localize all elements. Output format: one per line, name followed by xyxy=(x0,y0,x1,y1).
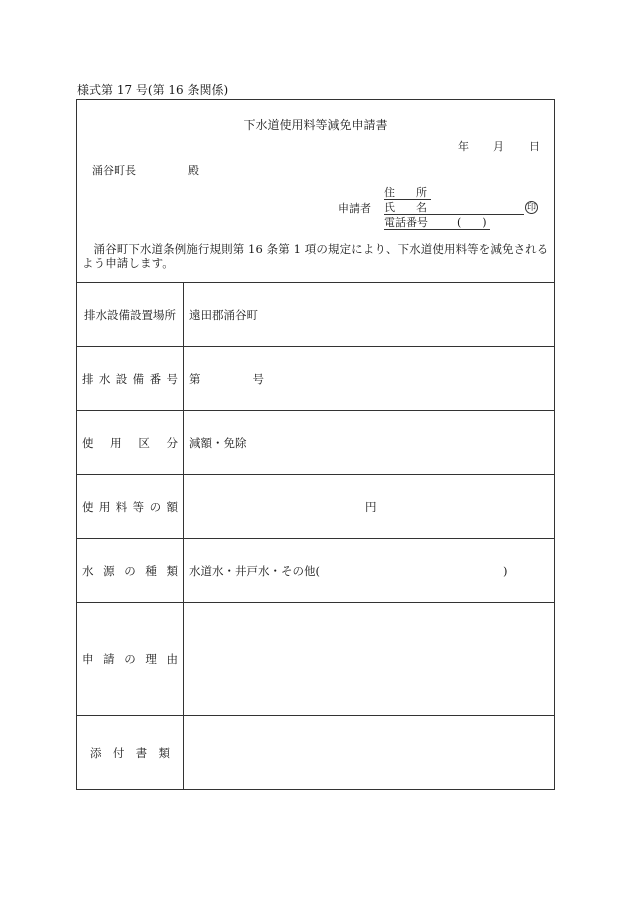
value-prefix: 第 xyxy=(189,371,201,386)
phone-paren-open: ( xyxy=(457,216,462,229)
row-drainage-number xyxy=(77,347,554,411)
field-fee-amount[interactable] xyxy=(189,475,554,538)
label-char: 使 xyxy=(82,499,94,514)
row-application-reason xyxy=(77,603,554,716)
label-char: 額 xyxy=(166,499,178,514)
label-text xyxy=(82,435,178,451)
label-usage-category xyxy=(77,411,184,474)
label-char: 料 xyxy=(115,499,128,514)
value-text: 水道水・井戸水・その他( xyxy=(189,563,320,578)
row-drainage-location xyxy=(77,283,554,347)
row-usage-category xyxy=(77,411,554,475)
label-char: 類 xyxy=(166,563,178,578)
label-char: 排 xyxy=(82,371,94,386)
label-char: 由 xyxy=(166,652,178,666)
label-water-source xyxy=(77,539,184,602)
address-line[interactable] xyxy=(384,186,431,200)
label-char: の xyxy=(124,563,136,578)
label-char: 区 xyxy=(138,435,150,450)
label-text xyxy=(82,371,178,387)
value-close: ) xyxy=(503,563,508,578)
row-attached-documents xyxy=(77,716,554,790)
label-char: 分 xyxy=(166,435,178,450)
label-application-reason xyxy=(77,603,184,715)
row-fee-amount xyxy=(77,475,554,539)
label-char: 備 xyxy=(132,371,145,386)
label-char: 書 xyxy=(135,746,148,760)
form-number: 様式第 17 号(第 16 条関係) xyxy=(77,83,229,97)
label-drainage-location xyxy=(77,283,184,346)
label-char: 源 xyxy=(103,563,115,578)
field-usage-category[interactable] xyxy=(189,411,554,474)
phone-paren-close: ) xyxy=(482,216,487,229)
address-label-2: 所 xyxy=(416,186,427,199)
label-char: 用 xyxy=(110,435,122,450)
label-char: 水 xyxy=(82,563,94,578)
label-char: 類 xyxy=(158,746,170,760)
value-text: 遠田郡涌谷町 xyxy=(189,307,258,322)
addressee-name: 涌谷町長 xyxy=(92,164,136,177)
address-label-1: 住 xyxy=(384,186,395,199)
field-attached-documents[interactable] xyxy=(189,716,554,790)
label-char: 添 xyxy=(90,746,102,760)
label-char: 番 xyxy=(149,371,162,386)
label-text xyxy=(82,499,178,515)
addressee xyxy=(92,164,199,177)
name-label-2: 名 xyxy=(416,201,427,214)
label-char: 付 xyxy=(112,746,125,760)
label-char: 水 xyxy=(98,371,111,386)
form-header xyxy=(77,100,554,283)
label-text xyxy=(90,745,170,761)
label-char: の xyxy=(149,499,162,514)
label-char: 設 xyxy=(115,371,128,386)
name-label-1: 氏 xyxy=(384,201,395,214)
date-year-label: 年 xyxy=(458,140,469,153)
form-title: 下水道使用料等減免申請書 xyxy=(243,118,388,132)
field-drainage-number[interactable] xyxy=(189,347,554,410)
phone-label: 電話番号 xyxy=(384,216,428,229)
phone-line[interactable] xyxy=(384,216,490,230)
label-char: 等 xyxy=(132,499,145,514)
row-water-source xyxy=(77,539,554,603)
label-char: の xyxy=(124,652,136,666)
value-suffix: 号 xyxy=(252,371,264,386)
seal-mark: 印 xyxy=(526,203,536,213)
label-text xyxy=(82,563,178,579)
label-char: 請 xyxy=(103,652,115,666)
label-char: 用 xyxy=(98,499,111,514)
label-char: 号 xyxy=(166,371,178,386)
value-text: 減額・免除 xyxy=(189,435,247,450)
name-line[interactable] xyxy=(384,201,524,215)
addressee-honorific: 殿 xyxy=(188,164,199,177)
field-application-reason[interactable] xyxy=(189,603,554,715)
applicant-label: 申請者 xyxy=(338,202,371,215)
date-day-label: 日 xyxy=(529,140,540,153)
label-text: 排水設備設置場所 xyxy=(84,307,176,322)
label-char: 種 xyxy=(145,563,157,578)
value-unit: 円 xyxy=(365,499,377,514)
field-water-source[interactable] xyxy=(189,539,554,602)
application-statement: 涌谷町下水道条例施行規則第 16 条第 1 項の規定により、下水道使用料等を減免されるよう申請します。 xyxy=(82,242,549,270)
label-char: 申 xyxy=(82,652,94,666)
label-fee-amount xyxy=(77,475,184,538)
label-text xyxy=(82,651,178,667)
label-attached-documents xyxy=(77,716,184,790)
label-char: 理 xyxy=(145,652,157,666)
date-month-label: 月 xyxy=(493,140,504,153)
label-char: 使 xyxy=(82,435,94,450)
field-drainage-location[interactable] xyxy=(189,283,554,346)
application-form xyxy=(76,99,555,790)
label-drainage-number xyxy=(77,347,184,410)
